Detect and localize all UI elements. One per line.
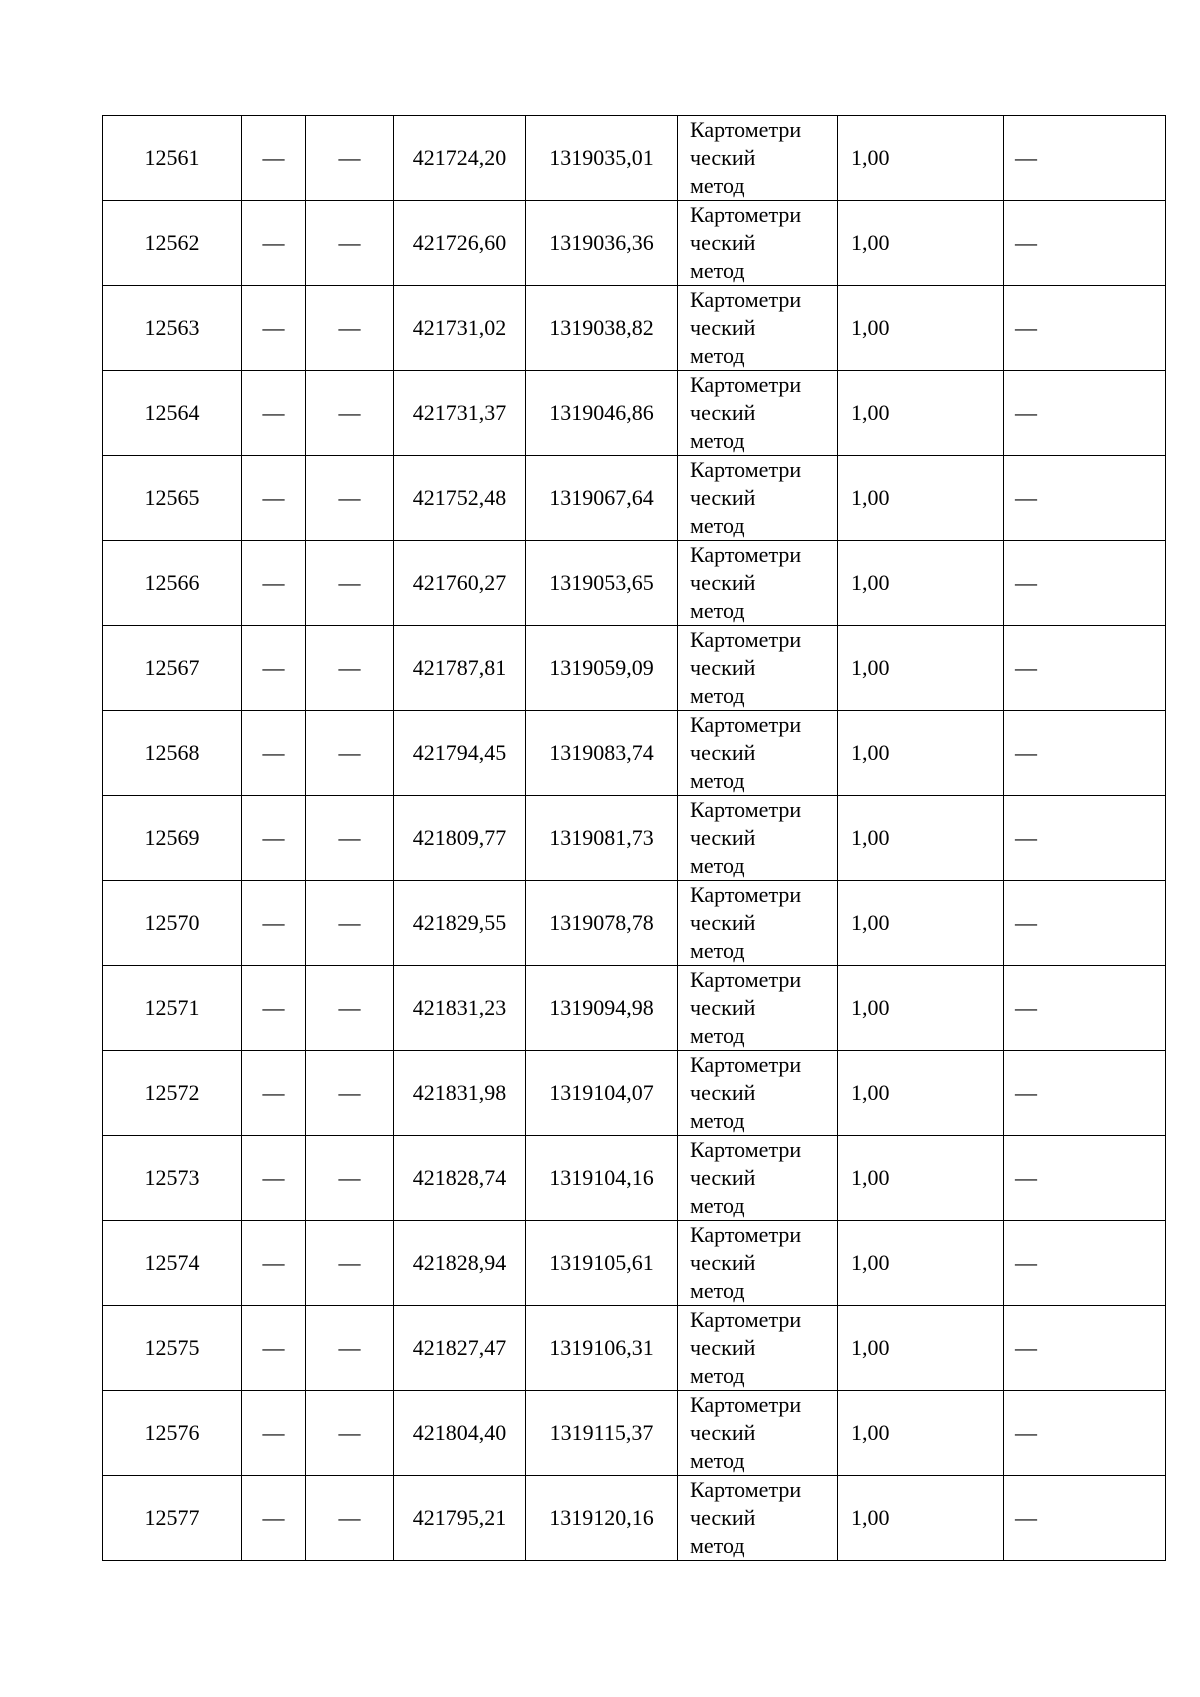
method-line: метод: [690, 258, 745, 283]
x-coordinate-cell: 421828,74: [394, 1136, 526, 1221]
method-line: Картометри: [690, 287, 802, 312]
description-cell: —: [1004, 1391, 1166, 1476]
x-coordinate-cell: 421831,23: [394, 966, 526, 1051]
description-cell: —: [1004, 1051, 1166, 1136]
old-y-cell: —: [306, 371, 394, 456]
point-number-cell: 12576: [103, 1391, 242, 1476]
old-y-cell: —: [306, 541, 394, 626]
y-coordinate-cell: 1319120,16: [526, 1476, 678, 1561]
method-line: метод: [690, 1448, 745, 1473]
method-line: метод: [690, 853, 745, 878]
old-x-cell: —: [242, 1136, 306, 1221]
method-line: Картометри: [690, 117, 802, 142]
point-number-cell: 12567: [103, 626, 242, 711]
point-number-cell: 12573: [103, 1136, 242, 1221]
y-coordinate-cell: 1319081,73: [526, 796, 678, 881]
old-y-cell: —: [306, 116, 394, 201]
error-cell: 1,00: [838, 1306, 1004, 1391]
method-cell: [678, 541, 838, 626]
method-line: Картометри: [690, 457, 802, 482]
method-line: ческий: [690, 1505, 756, 1530]
description-cell: —: [1004, 626, 1166, 711]
method-line: метод: [690, 1533, 745, 1558]
table-row: [103, 1051, 1166, 1136]
x-coordinate-cell: 421795,21: [394, 1476, 526, 1561]
method-line: Картометри: [690, 372, 802, 397]
method-cell: [678, 201, 838, 286]
method-line: ческий: [690, 570, 756, 595]
error-cell: 1,00: [838, 116, 1004, 201]
x-coordinate-cell: 421827,47: [394, 1306, 526, 1391]
y-coordinate-cell: 1319104,16: [526, 1136, 678, 1221]
description-cell: —: [1004, 1136, 1166, 1221]
point-number-cell: 12572: [103, 1051, 242, 1136]
description-cell: —: [1004, 881, 1166, 966]
method-line: ческий: [690, 1335, 756, 1360]
point-number-cell: 12568: [103, 711, 242, 796]
old-x-cell: —: [242, 711, 306, 796]
point-number-cell: 12561: [103, 116, 242, 201]
y-coordinate-cell: 1319035,01: [526, 116, 678, 201]
old-y-cell: —: [306, 966, 394, 1051]
old-x-cell: —: [242, 371, 306, 456]
x-coordinate-cell: 421752,48: [394, 456, 526, 541]
method-line: метод: [690, 343, 745, 368]
method-cell: [678, 456, 838, 541]
method-line: Картометри: [690, 1052, 802, 1077]
method-line: Картометри: [690, 797, 802, 822]
table-body: [103, 116, 1166, 1561]
x-coordinate-cell: 421726,60: [394, 201, 526, 286]
error-cell: 1,00: [838, 1136, 1004, 1221]
method-cell: [678, 966, 838, 1051]
method-line: Картометри: [690, 1392, 802, 1417]
old-y-cell: —: [306, 1051, 394, 1136]
method-cell: [678, 796, 838, 881]
old-x-cell: —: [242, 1221, 306, 1306]
method-line: Картометри: [690, 967, 802, 992]
method-line: метод: [690, 938, 745, 963]
method-line: метод: [690, 428, 745, 453]
old-x-cell: —: [242, 1306, 306, 1391]
method-line: метод: [690, 598, 745, 623]
old-x-cell: —: [242, 116, 306, 201]
method-line: ческий: [690, 740, 756, 765]
y-coordinate-cell: 1319036,36: [526, 201, 678, 286]
point-number-cell: 12569: [103, 796, 242, 881]
table-row: [103, 1476, 1166, 1561]
error-cell: 1,00: [838, 456, 1004, 541]
x-coordinate-cell: 421731,02: [394, 286, 526, 371]
method-line: ческий: [690, 1165, 756, 1190]
method-line: ческий: [690, 485, 756, 510]
old-y-cell: —: [306, 796, 394, 881]
description-cell: —: [1004, 286, 1166, 371]
method-line: Картометри: [690, 1137, 802, 1162]
y-coordinate-cell: 1319083,74: [526, 711, 678, 796]
method-cell: [678, 1306, 838, 1391]
point-number-cell: 12566: [103, 541, 242, 626]
method-cell: [678, 626, 838, 711]
method-line: ческий: [690, 1420, 756, 1445]
error-cell: 1,00: [838, 711, 1004, 796]
description-cell: —: [1004, 371, 1166, 456]
description-cell: —: [1004, 796, 1166, 881]
error-cell: 1,00: [838, 371, 1004, 456]
method-line: Картометри: [690, 1477, 802, 1502]
method-line: ческий: [690, 315, 756, 340]
table-row: [103, 796, 1166, 881]
point-number-cell: 12563: [103, 286, 242, 371]
method-line: метод: [690, 173, 745, 198]
table-row: [103, 711, 1166, 796]
y-coordinate-cell: 1319115,37: [526, 1391, 678, 1476]
point-number-cell: 12564: [103, 371, 242, 456]
old-x-cell: —: [242, 456, 306, 541]
x-coordinate-cell: 421760,27: [394, 541, 526, 626]
method-cell: [678, 711, 838, 796]
method-line: ческий: [690, 1250, 756, 1275]
description-cell: —: [1004, 966, 1166, 1051]
error-cell: 1,00: [838, 286, 1004, 371]
x-coordinate-cell: 421731,37: [394, 371, 526, 456]
x-coordinate-cell: 421787,81: [394, 626, 526, 711]
old-x-cell: —: [242, 1391, 306, 1476]
old-y-cell: —: [306, 286, 394, 371]
old-y-cell: —: [306, 1221, 394, 1306]
old-x-cell: —: [242, 796, 306, 881]
method-cell: [678, 371, 838, 456]
method-line: Картометри: [690, 542, 802, 567]
old-x-cell: —: [242, 1051, 306, 1136]
error-cell: 1,00: [838, 1476, 1004, 1561]
error-cell: 1,00: [838, 1051, 1004, 1136]
error-cell: 1,00: [838, 881, 1004, 966]
table-row: [103, 966, 1166, 1051]
method-line: метод: [690, 1363, 745, 1388]
description-cell: —: [1004, 116, 1166, 201]
old-x-cell: —: [242, 1476, 306, 1561]
table-row: [103, 1221, 1166, 1306]
old-y-cell: —: [306, 456, 394, 541]
point-number-cell: 12571: [103, 966, 242, 1051]
old-x-cell: —: [242, 201, 306, 286]
table-row: [103, 1136, 1166, 1221]
x-coordinate-cell: 421831,98: [394, 1051, 526, 1136]
table-row: [103, 371, 1166, 456]
y-coordinate-cell: 1319053,65: [526, 541, 678, 626]
x-coordinate-cell: 421829,55: [394, 881, 526, 966]
table-row: [103, 286, 1166, 371]
table-row: [103, 1306, 1166, 1391]
method-cell: [678, 286, 838, 371]
description-cell: —: [1004, 1476, 1166, 1561]
table-row: [103, 881, 1166, 966]
table-row: [103, 1391, 1166, 1476]
old-y-cell: —: [306, 711, 394, 796]
old-x-cell: —: [242, 966, 306, 1051]
method-line: ческий: [690, 910, 756, 935]
method-cell: [678, 1391, 838, 1476]
old-x-cell: —: [242, 881, 306, 966]
method-cell: [678, 881, 838, 966]
old-y-cell: —: [306, 1136, 394, 1221]
description-cell: —: [1004, 1306, 1166, 1391]
table-row: [103, 626, 1166, 711]
method-line: Картометри: [690, 202, 802, 227]
method-line: метод: [690, 1278, 745, 1303]
old-x-cell: —: [242, 626, 306, 711]
y-coordinate-cell: 1319067,64: [526, 456, 678, 541]
x-coordinate-cell: 421804,40: [394, 1391, 526, 1476]
table-row: [103, 456, 1166, 541]
error-cell: 1,00: [838, 201, 1004, 286]
error-cell: 1,00: [838, 626, 1004, 711]
method-line: метод: [690, 1023, 745, 1048]
point-number-cell: 12577: [103, 1476, 242, 1561]
method-line: Картометри: [690, 882, 802, 907]
description-cell: —: [1004, 711, 1166, 796]
method-line: ческий: [690, 145, 756, 170]
method-line: ческий: [690, 825, 756, 850]
old-x-cell: —: [242, 286, 306, 371]
y-coordinate-cell: 1319078,78: [526, 881, 678, 966]
point-number-cell: 12570: [103, 881, 242, 966]
point-number-cell: 12575: [103, 1306, 242, 1391]
error-cell: 1,00: [838, 1221, 1004, 1306]
point-number-cell: 12562: [103, 201, 242, 286]
method-line: метод: [690, 768, 745, 793]
old-y-cell: —: [306, 626, 394, 711]
method-cell: [678, 1221, 838, 1306]
method-line: Картометри: [690, 712, 802, 737]
method-line: ческий: [690, 230, 756, 255]
y-coordinate-cell: 1319094,98: [526, 966, 678, 1051]
table-row: [103, 541, 1166, 626]
description-cell: —: [1004, 456, 1166, 541]
old-x-cell: —: [242, 541, 306, 626]
y-coordinate-cell: 1319106,31: [526, 1306, 678, 1391]
method-line: метод: [690, 683, 745, 708]
description-cell: —: [1004, 201, 1166, 286]
old-y-cell: —: [306, 1306, 394, 1391]
error-cell: 1,00: [838, 541, 1004, 626]
old-y-cell: —: [306, 1476, 394, 1561]
point-number-cell: 12565: [103, 456, 242, 541]
x-coordinate-cell: 421724,20: [394, 116, 526, 201]
y-coordinate-cell: 1319059,09: [526, 626, 678, 711]
y-coordinate-cell: 1319046,86: [526, 371, 678, 456]
method-cell: [678, 1136, 838, 1221]
method-line: Картометри: [690, 1307, 802, 1332]
x-coordinate-cell: 421794,45: [394, 711, 526, 796]
error-cell: 1,00: [838, 966, 1004, 1051]
x-coordinate-cell: 421828,94: [394, 1221, 526, 1306]
coordinates-table: [102, 115, 1166, 1561]
old-y-cell: —: [306, 201, 394, 286]
method-line: ческий: [690, 400, 756, 425]
point-number-cell: 12574: [103, 1221, 242, 1306]
method-line: ческий: [690, 995, 756, 1020]
method-line: метод: [690, 1108, 745, 1133]
method-line: ческий: [690, 1080, 756, 1105]
method-line: метод: [690, 1193, 745, 1218]
method-cell: [678, 116, 838, 201]
method-line: Картометри: [690, 1222, 802, 1247]
y-coordinate-cell: 1319038,82: [526, 286, 678, 371]
method-cell: [678, 1051, 838, 1136]
method-line: метод: [690, 513, 745, 538]
old-y-cell: —: [306, 1391, 394, 1476]
table-row: [103, 116, 1166, 201]
description-cell: —: [1004, 541, 1166, 626]
y-coordinate-cell: 1319104,07: [526, 1051, 678, 1136]
method-line: ческий: [690, 655, 756, 680]
error-cell: 1,00: [838, 1391, 1004, 1476]
table-row: [103, 201, 1166, 286]
description-cell: —: [1004, 1221, 1166, 1306]
y-coordinate-cell: 1319105,61: [526, 1221, 678, 1306]
method-cell: [678, 1476, 838, 1561]
error-cell: 1,00: [838, 796, 1004, 881]
old-y-cell: —: [306, 881, 394, 966]
method-line: Картометри: [690, 627, 802, 652]
x-coordinate-cell: 421809,77: [394, 796, 526, 881]
